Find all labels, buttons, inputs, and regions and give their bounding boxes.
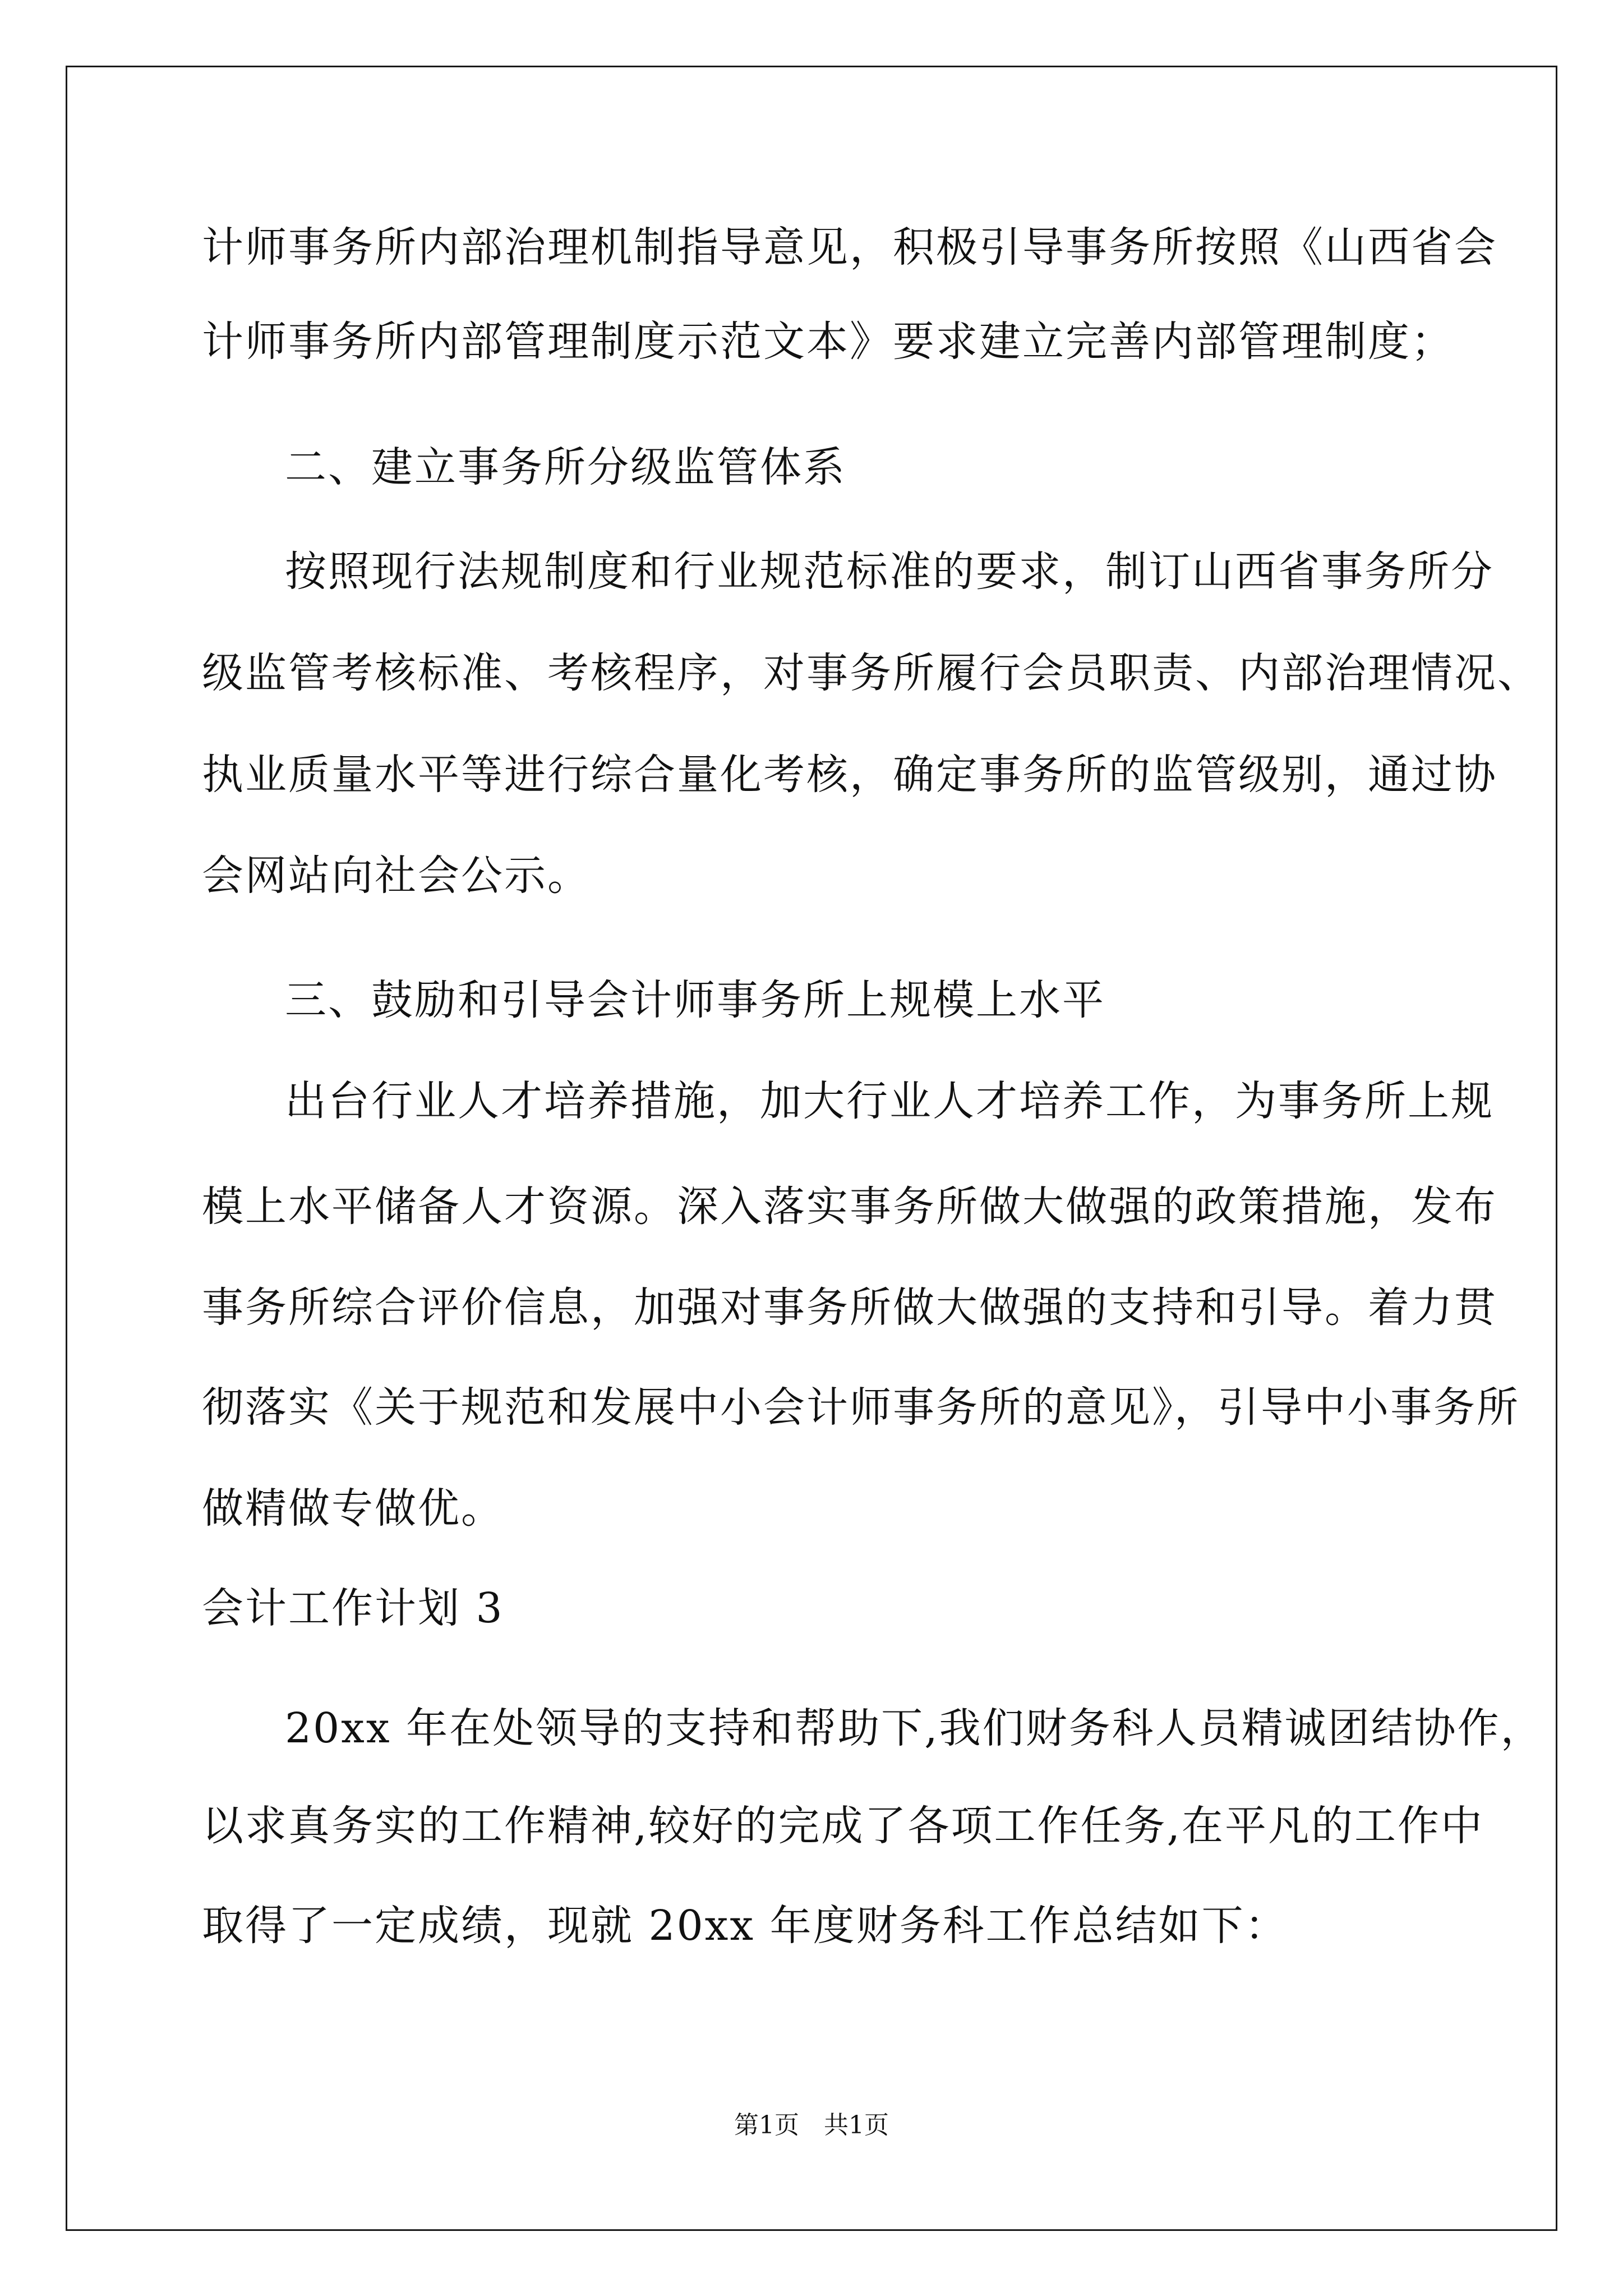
paragraph-line: 按照现行法规制度和行业规范标准的要求，制订山西省事务所分: [285, 547, 1494, 596]
paragraph-line: 做精做专做优。: [202, 1484, 504, 1533]
paragraph-line: 出台行业人才培养措施，加大行业人才培养工作，为事务所上规: [285, 1077, 1494, 1125]
paragraph-line: 彻落实《关于规范和发展中小会计师事务所的意见》，引导中小事务所: [202, 1383, 1520, 1432]
section-heading: 三、鼓励和引导会计师事务所上规模上水平: [285, 976, 1105, 1024]
page-number-footer: 第1页 共1页: [734, 2111, 889, 2139]
paragraph-line: 以求真务实的工作精神,较好的完成了各项工作任务,在平凡的工作中: [202, 1802, 1484, 1850]
paragraph-line: 20xx 年在处领导的支持和帮助下,我们财务科人员精诚团结协作，: [285, 1704, 1544, 1752]
paragraph-line: 事务所综合评价信息，加强对事务所做大做强的支持和引导。着力贯: [202, 1283, 1497, 1332]
paragraph-line: 模上水平储备人才资源。深入落实事务所做大做强的政策措施，发布: [202, 1182, 1497, 1231]
paragraph-line: 执业质量水平等进行综合量化考核，确定事务所的监管级别，通过协: [202, 751, 1497, 799]
section-title: 会计工作计划 3: [202, 1584, 504, 1632]
paragraph-line: 取得了一定成绩，现就 20xx 年度财务科工作总结如下：: [202, 1902, 1288, 1950]
paragraph-line: 计师事务所内部治理机制指导意见，积极引导事务所按照《山西省会: [202, 223, 1497, 272]
section-heading: 二、建立事务所分级监管体系: [285, 443, 846, 491]
paragraph-line: 级监管考核标准、考核程序，对事务所履行会员职责、内部治理情况、: [202, 649, 1541, 697]
paragraph-line: 会网站向社会公示。: [202, 852, 591, 900]
paragraph-line: 计师事务所内部管理制度示范文本》要求建立完善内部管理制度；: [202, 318, 1454, 366]
